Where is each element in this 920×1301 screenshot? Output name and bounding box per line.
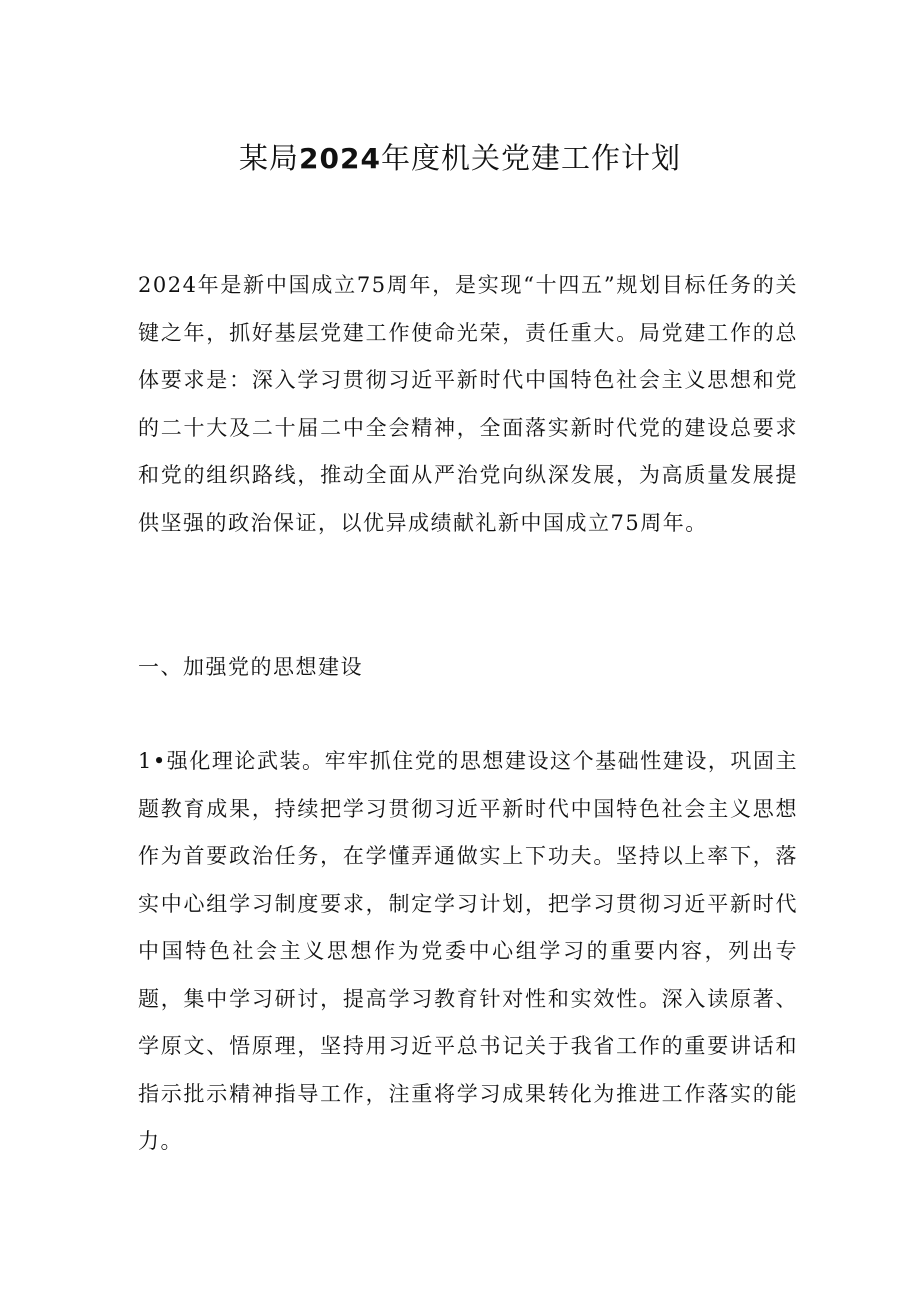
title-year: 2024	[299, 142, 381, 175]
item-1-paragraph: 1•强化理论武装。牢牢抓住党的思想建设这个基础性建设，巩固主题教育成果，持续把学习贯彻习近平新时代中国特色社会主义思想作为首要政治任务，在学懂弄通做实上下功夫。坚持以上率下，落实中心组学习制度要求，制定学习计划，把学习贯彻习近平新时代中国特色社会主义思想作为党委中心组学习的重要内容，列出专题，集中学习研讨，提高学习教育针对性和实效性。深入读原著、学原文、悟原理，坚持用习近平总书记关于我省工作的重要讲话和指示批示精神指导工作，注重将学习成果转化为推进工作落实的能力。	[138, 749, 798, 1153]
intro-paragraph: 2024年是新中国成立75周年，是实现“十四五”规划目标任务的关键之年，抓好基层党建工作使命光荣，责任重大。局党建工作的总体要求是：深入学习贯彻习近平新时代中国特色社会主义思想和党的二十大及二十届二中全会精神，全面落实新时代党的建设总要求和党的组织路线，推动全面从严治党向纵深发展，为高质量发展提供坚强的政治保证，以优异成绩献礼新中国成立75周年。	[138, 273, 798, 535]
document-title	[0, 138, 920, 179]
section-heading: 一、加强党的思想建设	[138, 655, 363, 679]
title-suffix: 年度机关党建工作计划	[380, 141, 681, 175]
title-prefix: 某局	[239, 141, 300, 175]
